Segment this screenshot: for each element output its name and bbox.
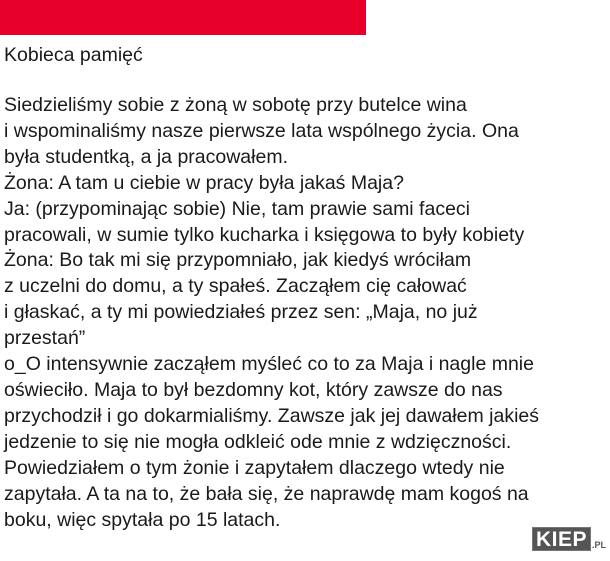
story-line: Żona: Bo tak mi się przypomniało, jak kiedyś wróciłam	[4, 249, 472, 272]
story-line: pracowali, w sumie tylko kucharka i księgowa to były kobiety	[4, 223, 525, 246]
story-line: Ja: (przypominając sobie) Nie, tam prawie sami faceci	[4, 197, 471, 220]
story-line: z uczelni do domu, a ty spałeś. Zacząłem cię całować	[4, 275, 467, 298]
story-line: o_O intensywnie zacząłem myśleć co to za Maja i nagle mnie	[4, 353, 534, 376]
story-line: Żona: A tam u ciebie w pracy była jakaś Maja?	[4, 171, 404, 194]
story-line: przestań”	[4, 327, 86, 350]
kiep-watermark-logo	[532, 527, 606, 551]
story-line: boku, więc spytała po 15 latach.	[4, 508, 281, 531]
watermark-suffix: .PL	[591, 540, 606, 550]
story-line: zapytała. A ta na to, że bała się, że naprawdę mam kogoś na	[4, 482, 529, 505]
story-line: jedzenie to się nie mogła odkleić ode mnie z wdzięczności.	[4, 430, 512, 453]
story-line: Powiedziałem o tym żonie i zapytałem dlaczego wtedy nie	[4, 456, 505, 479]
story-line: i wspominaliśmy nasze pierwsze lata wspólnego życia. Ona	[4, 119, 519, 142]
watermark-main: KIEP	[532, 527, 591, 551]
story-line: przychodził i go dokarmialiśmy. Zawsze jak jej dawałem jakieś	[4, 404, 539, 427]
story-line: była studentką, a ja pracowałem.	[4, 145, 288, 168]
story-line: i głaskać, a ty mi powiedziałeś przez sen: „Maja, no już	[4, 301, 478, 324]
story-line: oświeciło. Maja to był bezdomny kot, który zawsze do nas	[4, 378, 503, 401]
story-text	[4, 93, 608, 533]
story-title: Kobieca pamięć	[4, 44, 143, 66]
red-header-bar	[0, 0, 366, 35]
story-line: Siedzieliśmy sobie z żoną w sobotę przy butelce wina	[4, 94, 467, 116]
